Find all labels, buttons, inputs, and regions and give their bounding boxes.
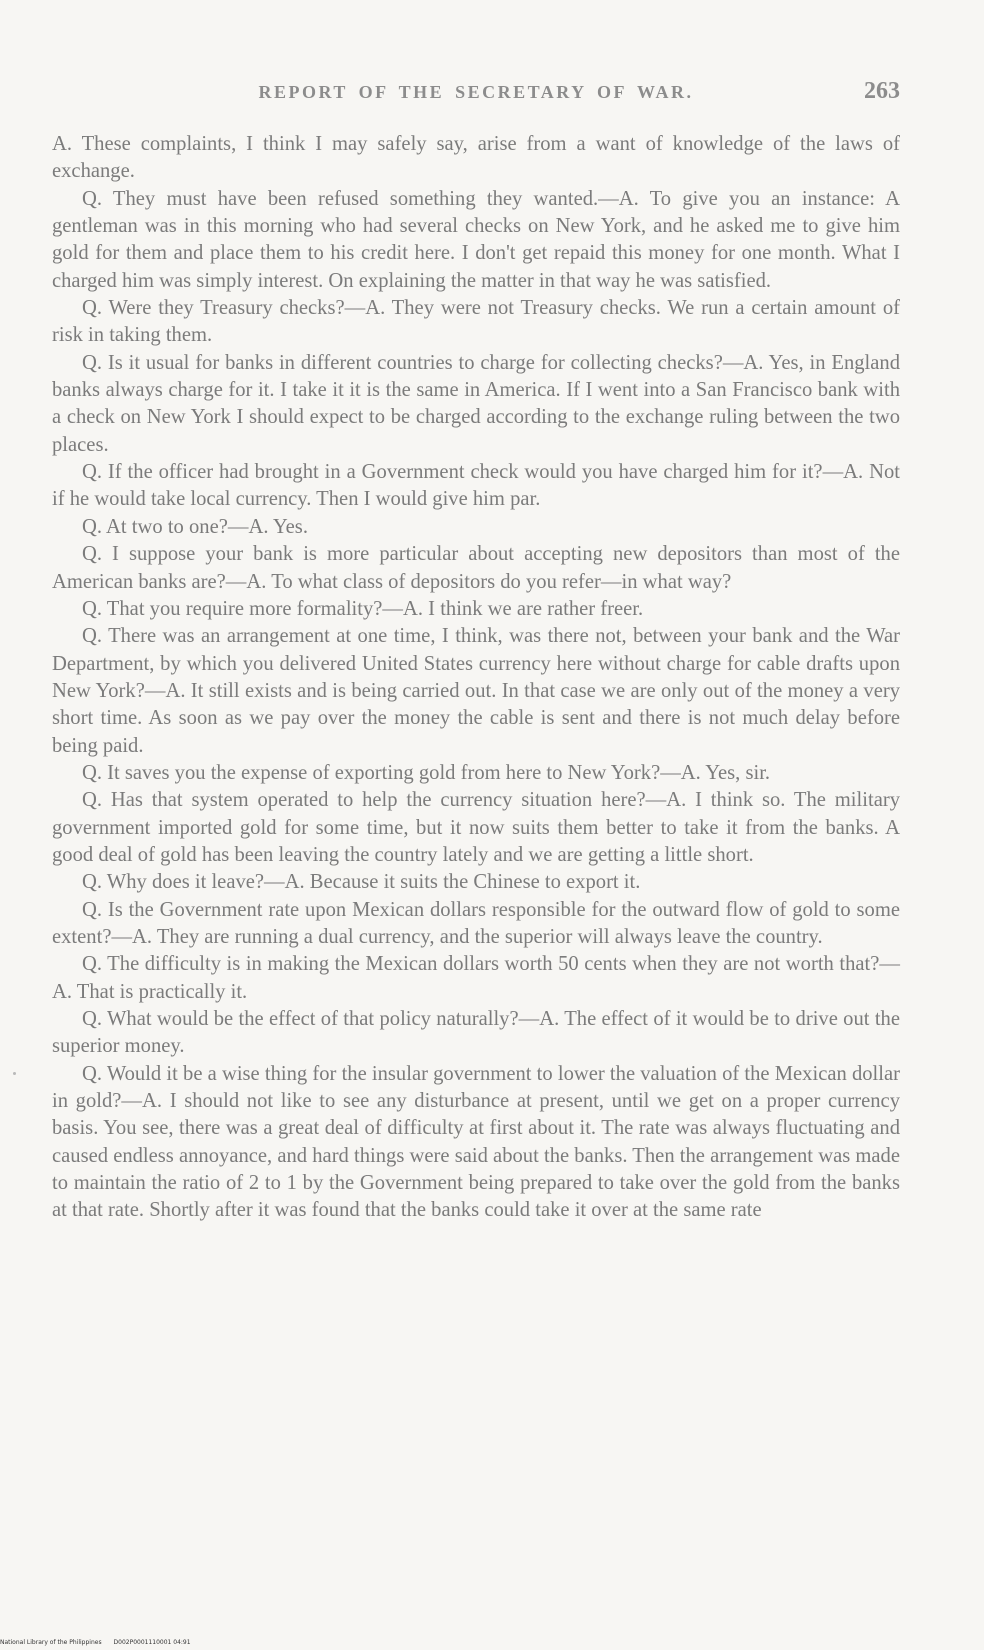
paragraph: Q. What would be the effect of that policy naturally?—A. The effect of it would be to drive out the superior money. [52, 1008, 900, 1058]
scan-speck [13, 1072, 16, 1075]
paragraph: Q. Would it be a wise thing for the insular government to lower the valuation of the Mexican dollar in gold?—A. I should not like to see any disturbance at present, until we get on a proper currency basis. You see, there was a great deal of difficulty at first about it. The rate was always fluctuating and caused endless annoyance, and hard things were said about the banks. Then the arrangement was made to maintain the ratio of 2 to 1 by the Government being prepared to take over the gold from the banks at that rate. Shortly after it was found that the banks could take it over at the same rate [52, 1062, 900, 1222]
paragraph: Q. The difficulty is in making the Mexican dollars worth 50 cents when they are not worth that?—A. That is practically it. [52, 953, 900, 1003]
paragraph: A. These complaints, I think I may safely say, arise from a want of knowledge of the laws of exchange. [52, 133, 900, 183]
paragraph: Q. If the officer had brought in a Government check would you have charged him for it?—A. Not if he would take local currency. Then I would give him par. [52, 461, 900, 511]
page-header [52, 78, 900, 114]
paragraph: Q. That you require more formality?—A. I think we are rather freer. [82, 597, 644, 620]
paragraph: Q. There was an arrangement at one time, I think, was there not, between your bank and the War Department, by which you delivered United States currency here without charge for cable drafts upon New York?—A. It still exists and is being carried out. In that case we are only out of the money a very short time. As soon as we pay over the money the cable is sent and there is not much delay before being paid. [52, 625, 900, 757]
footer-library: National Library of the Philippines [0, 1639, 102, 1646]
paragraph: Q. Were they Treasury checks?—A. They were not Treasury checks. We run a certain amount of risk in taking them. [52, 297, 900, 347]
page-number: 263 [864, 78, 900, 104]
paragraph: Q. They must have been refused something they wanted.—A. To give you an instance: A gentleman was in this morning who had several checks on New York, and he asked me to give him gold for them and place them to his credit here. I don't get repaid this money for one month. What I charged him was simply interest. On explaining the matter in that way he was satisfied. [52, 187, 900, 292]
body-text [52, 131, 900, 1225]
paragraph: Q. Has that system operated to help the currency situation here?—A. I think so. The military government imported gold for some time, but it now suits them better to take it from the banks. A good deal of gold has been leaving the country lately and we are getting a little short. [52, 789, 900, 866]
paragraph: Q. Why does it leave?—A. Because it suits the Chinese to export it. [82, 871, 641, 894]
paragraph: Q. At two to one?—A. Yes. [82, 515, 308, 538]
running-title: REPORT OF THE SECRETARY OF WAR. [258, 82, 694, 102]
paragraph: Q. It saves you the expense of exporting gold from here to New York?—A. Yes, sir. [82, 761, 771, 784]
paragraph: Q. Is it usual for banks in different countries to charge for collecting checks?—A. Yes, in England banks always charge for it. I take it it is the same in America. If I went into a San Francisco bank with a check on New York I should expect to be charged according to the exchange ruling between the two places. [52, 351, 900, 456]
scan-footer [0, 1639, 201, 1646]
footer-identifier: D002P0001110001 04:91 [113, 1639, 191, 1646]
paragraph: Q. Is the Government rate upon Mexican dollars responsible for the outward flow of gold to some extent?—A. They are running a dual currency, and the superior will always leave the country. [52, 898, 900, 948]
paragraph: Q. I suppose your bank is more particular about accepting new depositors than most of the American banks are?—A. To what class of depositors do you refer—in what way? [52, 543, 900, 593]
